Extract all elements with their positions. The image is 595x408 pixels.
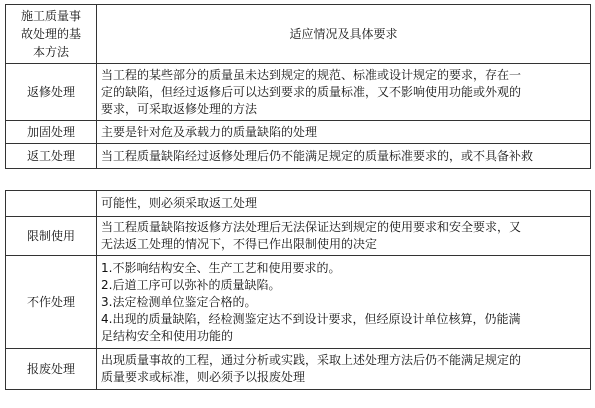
desc-cell [97, 144, 591, 169]
header-method-line: 施工质量事 [20, 9, 81, 23]
method-cell: 返工处理 [6, 144, 97, 169]
desc-cell [97, 349, 591, 390]
desc-line: 定的缺陷，但经过返修后可以达到要求的质量标准，又不影响使用功能或外观的 [101, 84, 522, 99]
table-row [6, 349, 591, 390]
desc-line: 当工程质量缺陷按返修方法处理后无法保证达到规定的使用要求和安全要求，又 [101, 220, 522, 234]
desc-cell [97, 64, 591, 121]
table-row [6, 64, 591, 121]
table-row [6, 217, 591, 256]
method-cell: 限制使用 [6, 217, 97, 256]
method-cell: 报废处理 [6, 349, 97, 390]
desc-line: 当工程质量缺陷经过返修处理后仍不能满足规定的质量标准要求的，或不具备补救 [101, 148, 534, 163]
desc-line: 可能性，则必须采取返工处理 [101, 196, 258, 210]
desc-line: 足结构安全和使用功能的 [101, 328, 234, 343]
table-header-row [6, 5, 591, 64]
desc-cell [97, 121, 591, 144]
header-desc-cell: 适应情况及具体要求 [97, 5, 591, 64]
header-method-cell [6, 5, 97, 64]
desc-line: 1.不影响结构安全、生产工艺和使用要求的。 [101, 260, 341, 275]
methods-table-part1 [5, 4, 591, 169]
header-method-line: 本方法 [32, 45, 69, 59]
desc-line: 出现质量事故的工程，通过分析或实践，采取上述处理方法后仍不能满足规定的 [101, 353, 522, 367]
method-cell: 返修处理 [6, 64, 97, 121]
table-row [6, 121, 591, 144]
desc-line: 要求，可采取返修处理的方法 [101, 101, 258, 116]
desc-cell [97, 191, 591, 217]
desc-line: 当工程的某些部分的质量虽未达到规定的规范、标准或设计规定的要求，存在一 [101, 67, 522, 82]
desc-cell [97, 217, 591, 256]
methods-table-part2 [5, 190, 591, 390]
table-row [6, 191, 591, 217]
desc-line: 主要是针对危及承载力的质量缺陷的处理 [101, 124, 318, 139]
table-row [6, 256, 591, 349]
desc-line: 3.法定检测单位鉴定合格的。 [101, 294, 257, 309]
desc-line: 4.出现的质量缺陷，经检测鉴定达不到设计要求，但经原设计单位核算，仍能满 [101, 311, 521, 326]
method-cell [6, 191, 97, 217]
desc-line: 2.后道工序可以弥补的质量缺陷。 [101, 277, 281, 292]
header-method-line: 故处理的基 [20, 27, 81, 41]
desc-cell [97, 256, 591, 349]
method-cell: 加固处理 [6, 121, 97, 144]
method-cell: 不作处理 [6, 256, 97, 349]
table-row [6, 144, 591, 169]
desc-line: 质量要求或标准，则必须予以报废处理 [101, 370, 306, 384]
desc-line: 无法返工处理的情况下，不得已作出限制使用的决定 [101, 237, 378, 251]
